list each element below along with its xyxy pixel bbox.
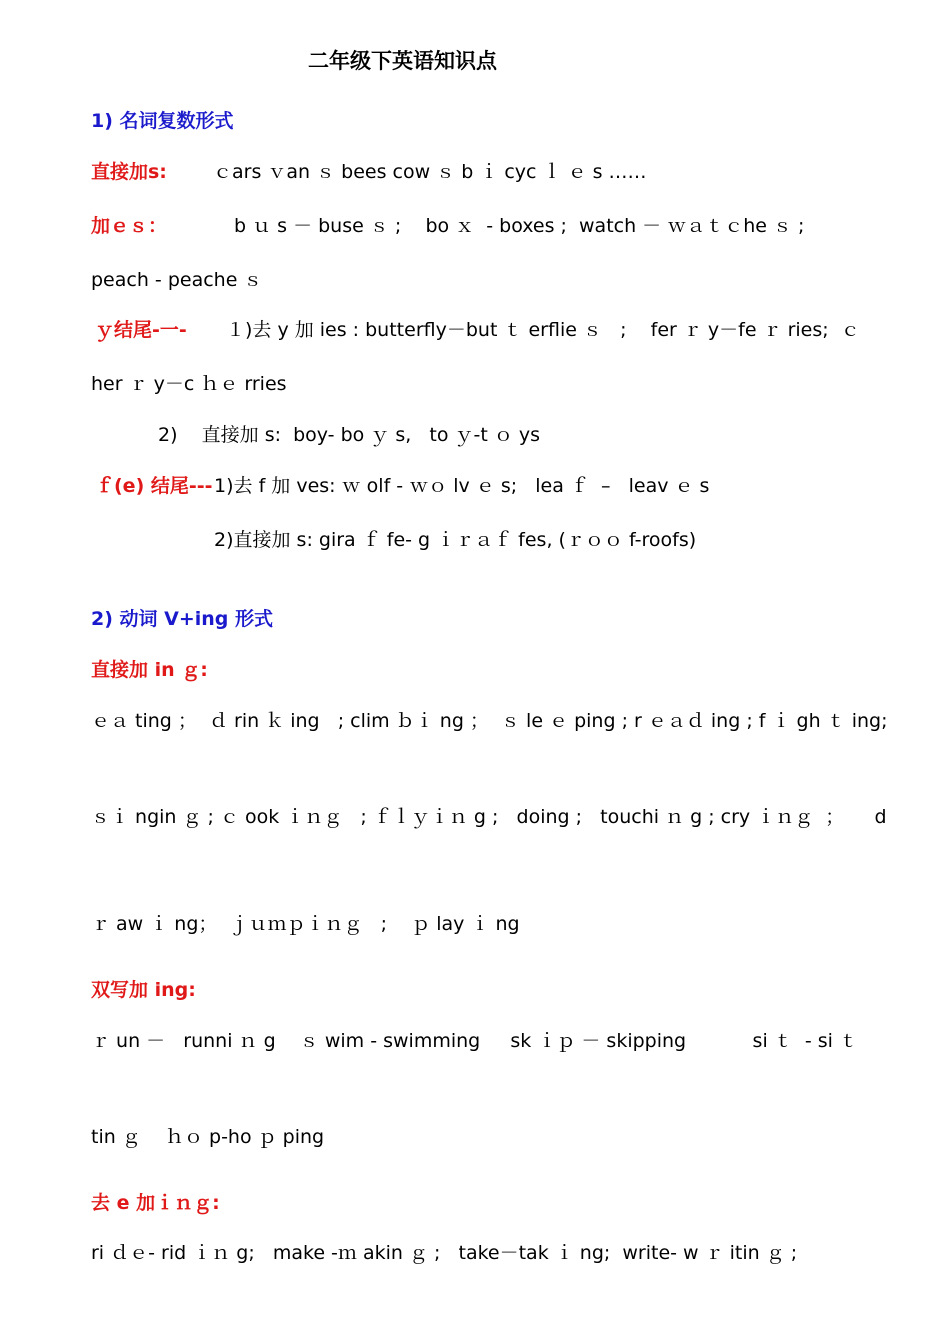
rule-text-y-direct-s: 2) 直接加 s: boy- bo ｙ s, to ｙ-t ｏ ys <box>158 424 541 446</box>
rule-label-add-es: 加ｅｓ： <box>91 215 168 237</box>
direct-ing-line-3: ｒ aw ｉ ng； ｊｕｍｐｉｎｇ ; ｐ lay ｉ ng <box>91 913 520 935</box>
page-title: 二年级下英语知识点 <box>308 49 497 73</box>
drop-e-ing-line-1: ri ｄｅ- rid ｉｎ g; make -ｍ akin ｇ ; take－tak ｉ ng; write- w ｒ itin ｇ ; <box>91 1242 798 1264</box>
rule-label-add-s: 直接加s: <box>91 161 167 183</box>
direct-ing-line-2: ｓｉ ngin ｇ ; ｃ ook ｉｎｇ ; ｆｌｙｉｎ g ; doing ; touchi ｎ g ; cry ｉｎｇ ； d <box>91 806 887 828</box>
double-ing-line-2: tin ｇ ｈｏ p-ho ｐ ping <box>91 1126 325 1148</box>
section-heading-verb-ing: 2) 动词 V+ing 形式 <box>91 608 274 630</box>
section-heading-noun-plural: 1) 名词复数形式 <box>91 110 234 132</box>
direct-ing-line-1: ｅａ ting ； ｄ rin ｋ ing ; clim ｂｉ ng ； ｓ le ｅ ping ; r ｅａｄ ing ; f ｉ gh ｔ ing; <box>91 710 888 732</box>
rule-label-f-ending: ｆ(e) 结尾--- <box>95 475 213 497</box>
rule-text-add-es-cont: peach - peache ｓ <box>91 269 263 291</box>
rule-label-drop-e-ing: 去 e 加ｉｎｇ: <box>91 1192 220 1214</box>
double-ing-line-1: ｒ un － runni ｎ g ｓ wim - swimming sk ｉｐ － skipping si ｔ - si ｔ <box>91 1030 858 1052</box>
rule-label-double-ing: 双写加 ing: <box>91 979 196 1001</box>
rule-text-f-direct-s: 2)直接加 s: gira ｆ fe- g ｉｒａｆ fes, (ｒｏｏ f-roofs) <box>214 529 697 551</box>
rule-text-y-ending: １)去 y 加 ies : butterfly－but ｔ erflie ｓ ; fer ｒ y－fe ｒ ries; ｃ <box>226 319 860 341</box>
rule-text-add-s: ｃars ｖan ｓ bees cow ｓ b ｉ cyc ｌ ｅ s …… <box>213 161 647 183</box>
rule-text-add-es: b ｕ s － buse ｓ ; bo ｘ - boxes ; watch － ｗａｔｃhe ｓ ; <box>234 215 805 237</box>
rule-label-y-ending: ｙ结尾-一- <box>95 319 187 341</box>
rule-text-y-ending-cont: her ｒ y－c ｈｅ rries <box>91 373 287 395</box>
rule-label-direct-ing: 直接加 in ｇ: <box>91 659 208 681</box>
rule-text-f-ending: 1)去 f 加 ves: ｗ olf - ｗｏ lv ｅ s; lea ｆ – leav ｅ s <box>208 475 710 497</box>
